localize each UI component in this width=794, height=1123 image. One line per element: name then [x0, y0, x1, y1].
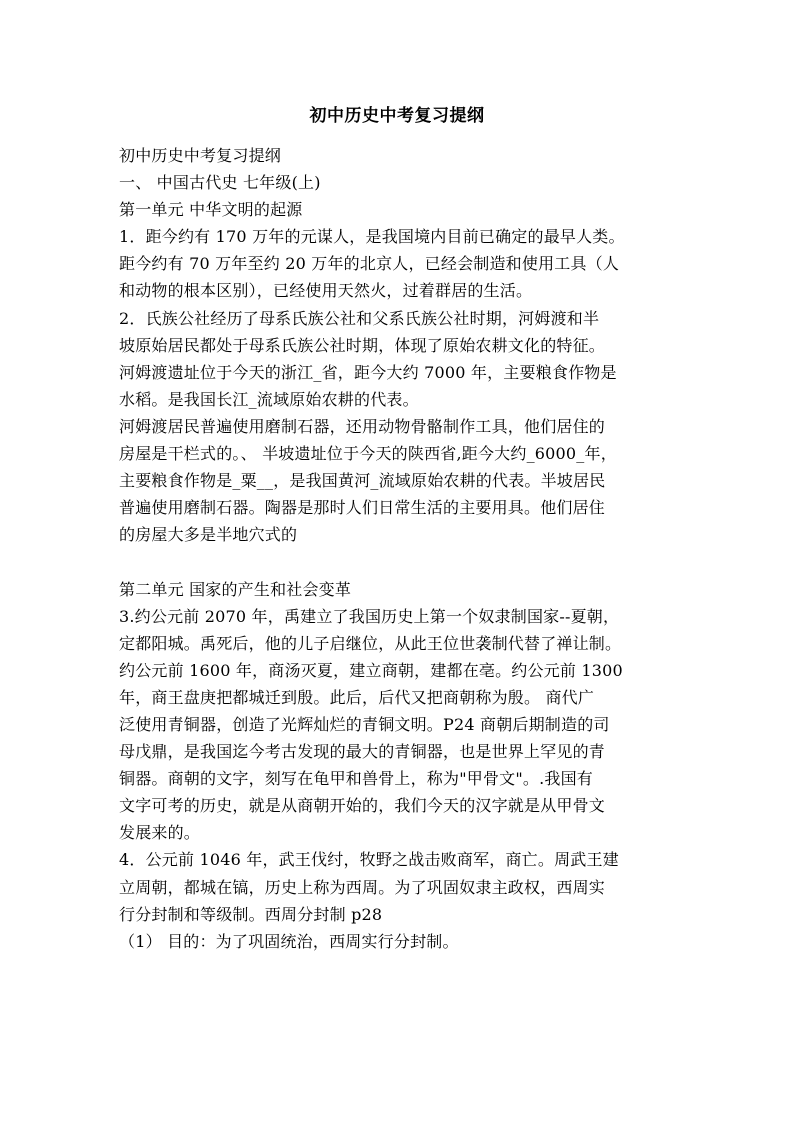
section-heading: 一、 中国古代史 七年级(上) [119, 173, 321, 193]
paragraph-line: 定都阳城。禹死后，他的儿子启继位，从此王位世袭制代替了禅让制。 [119, 633, 622, 653]
paragraph-line: 距今约有 70 万年至约 20 万年的北京人，已经会制造和使用工具（人 [119, 254, 620, 274]
paragraph-line: 普遍使用磨制石器。陶器是那时人们日常生活的主要用具。他们居住 [119, 498, 606, 518]
paragraph-line: 房屋是干栏式的。、 半坡遗址位于今天的陕西省,距今大约_6000_年， [119, 444, 617, 464]
paragraph-line: 和动物的根本区别），已经使用天然火，过着群居的生活。 [119, 281, 533, 301]
document-body [119, 142, 689, 955]
paragraph-line: 3.约公元前 2070 年，禹建立了我国历史上第一个奴隶制国家--夏朝， [119, 606, 620, 626]
heading-line: 初中历史中考复习提纲 [119, 146, 282, 165]
paragraph-line: 年，商王盘庚把都城迁到殷。此后，后代又把商朝称为殷。 商代广 [119, 687, 595, 707]
paragraph-line: 行分封制和等级制。西周分封制 p28 [119, 904, 383, 924]
paragraph-line: 母戊鼎，是我国迄今考古发现的最大的青铜器，也是世界上罕见的青 [119, 742, 606, 762]
paragraph-line: 2．氏族公社经历了母系氏族公社和父系氏族公社时期，河姆渡和半 [119, 308, 600, 328]
paragraph-line: 4．公元前 1046 年，武王伐纣，牧野之战击败商军，商亡。周武王建 [119, 850, 619, 870]
paragraph-line: 泛使用青铜器，创造了光辉灿烂的青铜文明。P24 商朝后期制造的司 [119, 714, 610, 734]
paragraph-line: 立周朝，都城在镐，历史上称为西周。为了巩固奴隶主政权，西周实 [119, 877, 606, 897]
document-title: 初中历史中考复习提纲 [309, 106, 485, 126]
paragraph-line: 河姆渡居民普遍使用磨制石器，还用动物骨骼制作工具，他们居住的 [119, 416, 606, 436]
blank-line [119, 548, 689, 575]
paragraph-line: 的房屋大多是半地穴式的 [119, 525, 298, 545]
unit-heading: 第二单元 国家的产生和社会变革 [119, 579, 352, 599]
list-item-line: （1） 目的：为了巩固统治，西周实行分封制。 [119, 931, 459, 951]
paragraph-line: 文字可考的历史，就是从商朝开始的，我们今天的汉字就是从甲骨文 [119, 796, 606, 816]
paragraph-line: 铜器。商朝的文字，刻写在龟甲和兽骨上，称为"甲骨文"。.我国有 [119, 769, 594, 789]
paragraph-line: 坡原始居民都处于母系氏族公社时期，体现了原始农耕文化的特征。 [119, 335, 606, 355]
paragraph-line: 1．距今约有 170 万年的元谋人，是我国境内目前已确定的最早人类。 [119, 227, 625, 247]
unit-heading: 第一单元 中华文明的起源 [119, 200, 303, 220]
paragraph-line: 发展来的。 [119, 823, 201, 843]
paragraph-line: 约公元前 1600 年，商汤灭夏，建立商朝，建都在亳。约公元前 1300 [119, 660, 623, 680]
paragraph-line: 主要粮食作物是_粟__，是我国黄河_流域原始农耕的代表。半坡居民 [119, 471, 606, 491]
paragraph-line: 河姆渡遗址位于今天的浙江_省，距今大约 7000 年，主要粮食作物是 [119, 362, 617, 382]
paragraph-line: 水稻。是我国长江_流域原始农耕的代表。 [119, 389, 419, 409]
